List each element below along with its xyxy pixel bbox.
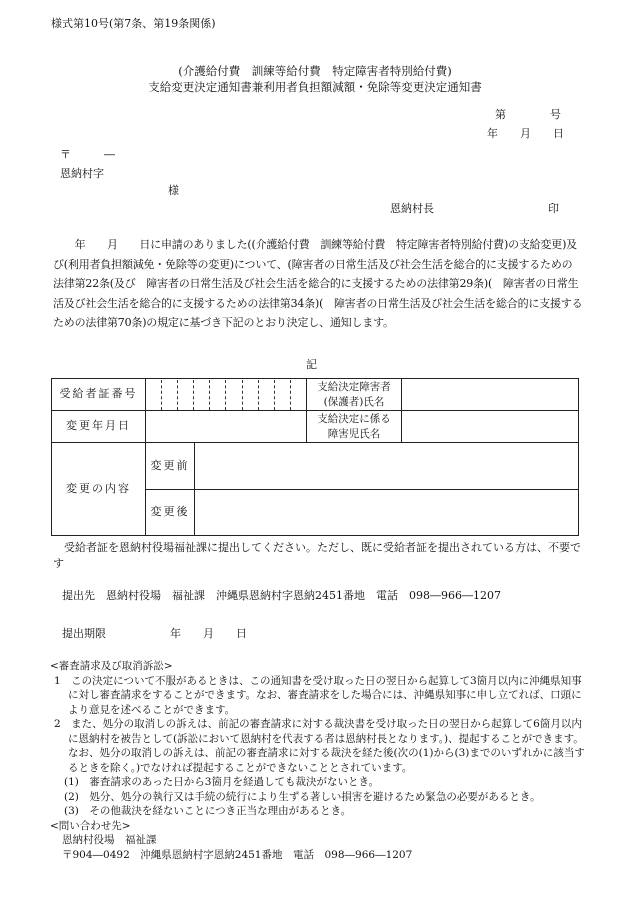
before-value xyxy=(195,443,579,489)
after-label: 変更後 xyxy=(146,489,195,535)
recipient-number-cells xyxy=(146,379,307,411)
decision-table xyxy=(51,378,579,536)
submission-place: 提出先 恩納村役場 福祉課 沖縄県恩納村字恩納2451番地 電話 098―966―1207 xyxy=(62,589,501,602)
contact-address: 〒904―0492 沖縄県恩納村字恩納2451番地 電話 098―966―1207 xyxy=(62,848,413,861)
ki-marker: 記 xyxy=(306,358,317,371)
recipient-address: 恩納村字 xyxy=(60,167,104,180)
change-content-label: 変更の内容 xyxy=(52,443,146,536)
title-line-1: (介護給付費 訓練等給付費 特定障害者特別給付費) xyxy=(178,64,452,78)
submit-note: 受給者証を恩納村役場福祉課に提出してください。ただし、既に受給者証を提出されている方は、不要です xyxy=(53,541,581,570)
change-date-value xyxy=(146,411,307,443)
change-content-area xyxy=(146,443,579,536)
mayor-title: 恩納村長 xyxy=(390,202,434,215)
child-name-label: 支給決定に係る 障害児氏名 xyxy=(307,411,402,443)
before-label: 変更前 xyxy=(146,443,195,489)
appeal-sub-1: (1) 審査請求のあった日から3箇月を経過しても裁決がないとき。 xyxy=(64,776,380,788)
guardian-name-label: 支給決定障害者 (保護者)氏名 xyxy=(307,379,402,411)
form-number: 様式第10号(第7条、第19条関係) xyxy=(51,17,216,30)
appeal-item-1: 1 この決定について不服があるときは、この通知書を受け取った日の翌日から起算して3箇月以内に沖縄県知事に対し審査請求をすることができます。なお、審査請求をした場合には、沖縄県知事に申し立てれば、口頭により意見を述べることができます。 xyxy=(54,674,582,716)
recipient-number-label: 受給者証番号 xyxy=(52,379,146,411)
change-date-label: 変更年月日 xyxy=(52,411,146,443)
guardian-name-value xyxy=(402,379,579,411)
recipient-honorific: 様 xyxy=(168,184,179,197)
after-value xyxy=(195,489,579,535)
deadline-date: 年 月 日 xyxy=(170,627,247,640)
title-line-2: 支給変更決定通知書兼利用者負担額減額・免除等変更決定通知書 xyxy=(148,80,482,94)
appeal-item-2: 2 また、処分の取消しの訴えは、前記の審査請求に対する裁決書を受け取った日の翌日から起算して6箇月以内に恩納村を被告として(訴訟において恩納村を代表する者は恩納村長となります。)、提起することができます。なお、処分の取消しの訴えは、前記の審査請求に対する裁決を経た後(次の(1)から(3)までのいずれかに該当するときを除く。)でなければ提起することができないこととされています。 xyxy=(54,718,585,774)
appeal-sub-2: (2) 処分、処分の執行又は手続の続行により生ずる著しい損害を避けるため緊急の必要があるとき。 xyxy=(64,790,541,803)
deadline-label: 提出期限 xyxy=(62,627,106,640)
document-date: 年 月 日 xyxy=(487,127,564,140)
document-number: 第 号 xyxy=(495,108,561,121)
body-paragraph: 年 月 日に申請のありました((介護給付費 訓練等給付費 特定障害者特別給付費)の支給変更)及び(利用者負担額減免・免除等の変更)について、(障害者の日常生活及び社会生活を総合的に支援するための法律第22条(及び 障害者の日常生活及び社会生活を総合的に支援するための法律第29条)( 障害者の日常生活及び社会生活を総合的に支援するための法律第34条)( 障害者の日常生活及び社会生活を総合的に支援するための法律第70条)の規定に基づき下記のとおり決定し、通知します。 xyxy=(53,238,583,329)
child-name-value xyxy=(402,411,579,443)
postal-code: 〒 ― xyxy=(60,148,115,161)
seal-mark: 印 xyxy=(548,202,559,215)
contact-office: 恩納村役場 福祉課 xyxy=(62,834,157,846)
contact-heading: <問い合わせ先> xyxy=(50,819,131,832)
appeal-section xyxy=(50,659,590,862)
appeal-heading: <審査請求及び取消訴訟> xyxy=(50,660,173,672)
appeal-sub-3: (3) その他裁決を経ないことにつき正当な理由があるとき。 xyxy=(64,805,352,817)
